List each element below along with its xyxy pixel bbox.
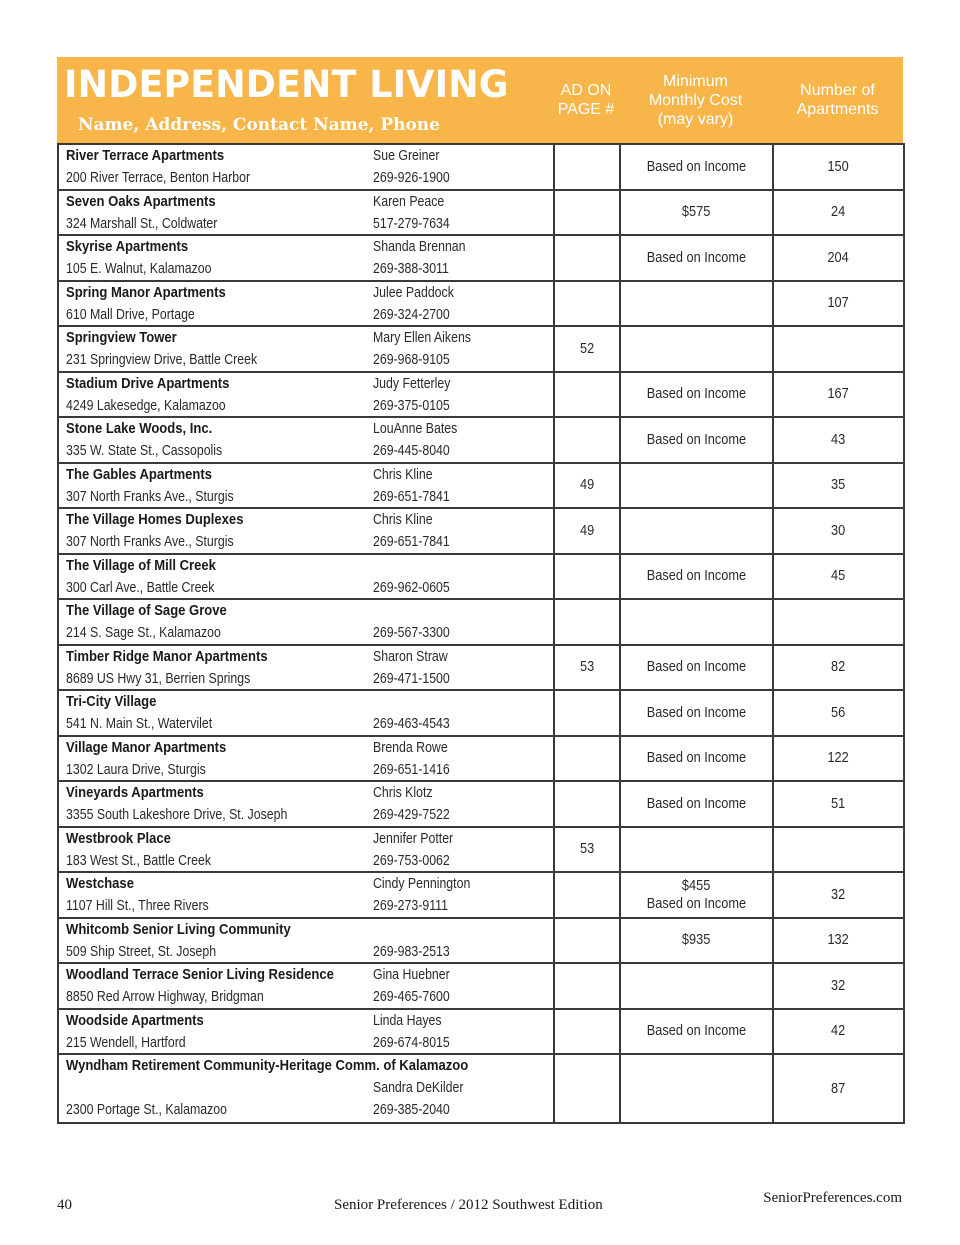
- facility-address: 610 Mall Drive, Portage: [66, 306, 195, 323]
- contact-phone: 269-674-8015: [373, 1034, 450, 1051]
- monthly-cost-cell: [620, 827, 773, 873]
- apartments-count-cell: 43: [773, 417, 904, 463]
- facility-address: 4249 Lakesedge, Kalamazoo: [66, 397, 226, 414]
- facility-address: 541 N. Main St., Watervilet: [66, 716, 213, 733]
- apartments-count-cell: 45: [773, 554, 904, 600]
- ad-page-cell: 53: [554, 827, 620, 873]
- listing-cell: [58, 281, 554, 327]
- table-row: [58, 963, 904, 1009]
- listing-cell: [58, 508, 554, 554]
- contact-name: Jennifer Potter: [373, 830, 454, 847]
- listing-table: [57, 143, 905, 1124]
- ad-page-cell: [554, 417, 620, 463]
- monthly-cost-cell: Based on Income: [620, 1009, 773, 1055]
- facility-address: 215 Wendell, Hartford: [66, 1034, 186, 1051]
- contact-name: Shanda Brennan: [373, 239, 466, 256]
- monthly-cost-cell: [620, 463, 773, 509]
- contact-name: Sandra DeKilder: [373, 1080, 464, 1096]
- facility-address: 335 W. State St., Cassopolis: [66, 443, 223, 460]
- facility-name: Wyndham Retirement Community-Heritage Comm. of Kalamazoo: [66, 1058, 469, 1074]
- ad-page-cell: [554, 963, 620, 1009]
- contact-phone: 269-471-1500: [373, 670, 450, 687]
- facility-name: Woodland Terrace Senior Living Residence: [66, 967, 334, 984]
- table-row: [58, 736, 904, 782]
- facility-address: 8689 US Hwy 31, Berrien Springs: [66, 670, 251, 687]
- section-subtitle: Name, Address, Contact Name, Phone: [78, 115, 440, 135]
- contact-phone: 517-279-7634: [373, 215, 450, 232]
- facility-name: Stone Lake Woods, Inc.: [66, 421, 213, 438]
- facility-name: Village Manor Apartments: [66, 739, 227, 756]
- ad-page-cell: [554, 144, 620, 190]
- ad-page-cell: [554, 736, 620, 782]
- contact-name: Karen Peace: [373, 193, 445, 210]
- listing-cell: [58, 190, 554, 236]
- contact-name: Chris Kline: [373, 512, 433, 529]
- listing-cell: [58, 1009, 554, 1055]
- facility-name: Vineyards Apartments: [66, 785, 204, 802]
- monthly-cost-cell: [620, 963, 773, 1009]
- contact-phone: 269-375-0105: [373, 397, 450, 414]
- table-row: [58, 1009, 904, 1055]
- apartments-count-cell: 32: [773, 872, 904, 918]
- facility-address: 307 North Franks Ave., Sturgis: [66, 488, 234, 505]
- monthly-cost-cell: Based on Income: [620, 554, 773, 600]
- facility-name: Stadium Drive Apartments: [66, 375, 230, 392]
- apartments-count-cell: [773, 599, 904, 645]
- contact-phone: 269-651-7841: [373, 488, 450, 505]
- contact-phone: 269-753-0062: [373, 852, 450, 869]
- publication-name: Senior Preferences / 2012 Southwest Edition: [334, 1197, 603, 1213]
- section-title: INDEPENDENT LIVING: [64, 63, 509, 106]
- monthly-cost-cell: [620, 599, 773, 645]
- monthly-cost-cell: [620, 326, 773, 372]
- contact-name: Sue Greiner: [373, 148, 440, 165]
- ad-page-cell: [554, 281, 620, 327]
- contact-phone: 269-429-7522: [373, 807, 450, 824]
- contact-phone: 269-463-4543: [373, 716, 450, 733]
- facility-address: 105 E. Walnut, Kalamazoo: [66, 261, 212, 278]
- listing-cell: [58, 417, 554, 463]
- apartments-count-cell: 35: [773, 463, 904, 509]
- listing-cell: [58, 463, 554, 509]
- listing-cell: [58, 872, 554, 918]
- apartments-count-cell: 42: [773, 1009, 904, 1055]
- table-row: [58, 872, 904, 918]
- apartments-count-cell: 30: [773, 508, 904, 554]
- monthly-cost-cell: Based on Income: [620, 736, 773, 782]
- contact-phone: 269-273-9111: [373, 898, 448, 915]
- ad-page-cell: [554, 1009, 620, 1055]
- table-row: [58, 645, 904, 691]
- contact-phone: 269-651-7841: [373, 534, 450, 551]
- listing-cell: [58, 372, 554, 418]
- contact-name: Chris Klotz: [373, 785, 433, 802]
- listing-cell: [58, 690, 554, 736]
- facility-name: The Village of Sage Grove: [66, 603, 227, 620]
- contact-name: Judy Fetterley: [373, 375, 451, 392]
- monthly-cost-cell: $935: [620, 918, 773, 964]
- ad-page-cell: [554, 690, 620, 736]
- table-row: [58, 599, 904, 645]
- contact-phone: 269-567-3300: [373, 625, 450, 642]
- table-row: [58, 827, 904, 873]
- facility-address: 214 S. Sage St., Kalamazoo: [66, 625, 221, 642]
- listing-page: [57, 57, 903, 1124]
- monthly-cost-cell: [620, 1054, 773, 1123]
- contact-name: Mary Ellen Aikens: [373, 330, 471, 347]
- table-row: [58, 281, 904, 327]
- ad-page-cell: [554, 1054, 620, 1123]
- facility-address: 509 Ship Street, St. Joseph: [66, 943, 217, 960]
- contact-phone: 269-324-2700: [373, 306, 450, 323]
- ad-page-cell: [554, 235, 620, 281]
- facility-name: Seven Oaks Apartments: [66, 193, 216, 210]
- facility-name: Skyrise Apartments: [66, 239, 189, 256]
- apartments-count-cell: 51: [773, 781, 904, 827]
- listing-cell: [58, 554, 554, 600]
- facility-name: Timber Ridge Manor Apartments: [66, 648, 268, 665]
- ad-page-cell: [554, 372, 620, 418]
- page-number: 40: [57, 1197, 72, 1213]
- facility-name: Springview Tower: [66, 330, 177, 347]
- monthly-cost-cell: Based on Income: [620, 417, 773, 463]
- contact-name: Julee Paddock: [373, 284, 454, 301]
- table-header: [57, 57, 903, 143]
- listing-cell: [58, 599, 554, 645]
- apartments-count-cell: 122: [773, 736, 904, 782]
- ad-page-cell: 53: [554, 645, 620, 691]
- listing-cell: [58, 736, 554, 782]
- table-row: [58, 417, 904, 463]
- monthly-cost-cell: $455 Based on Income: [620, 872, 773, 918]
- facility-name: The Village Homes Duplexes: [66, 512, 244, 529]
- contact-phone: 269-968-9105: [373, 352, 450, 369]
- website-link[interactable]: SeniorPreferences.com: [763, 1190, 902, 1206]
- facility-address: 307 North Franks Ave., Sturgis: [66, 534, 234, 551]
- listing-cell: [58, 645, 554, 691]
- contact-name: Linda Hayes: [373, 1012, 442, 1029]
- apartments-count-cell: [773, 326, 904, 372]
- contact-phone: 269-465-7600: [373, 989, 450, 1006]
- facility-name: Westchase: [66, 876, 134, 893]
- ad-page-cell: [554, 781, 620, 827]
- facility-name: River Terrace Apartments: [66, 148, 225, 165]
- contact-phone: 269-651-1416: [373, 761, 450, 778]
- contact-phone: 269-388-3011: [373, 261, 449, 278]
- ad-page-cell: 52: [554, 326, 620, 372]
- table-row: [58, 190, 904, 236]
- apartments-count-cell: [773, 827, 904, 873]
- apartments-count-cell: 107: [773, 281, 904, 327]
- monthly-cost-cell: $575: [620, 190, 773, 236]
- apartments-count-cell: 132: [773, 918, 904, 964]
- apartments-count-cell: 87: [773, 1054, 904, 1123]
- facility-address: 324 Marshall St., Coldwater: [66, 215, 218, 232]
- contact-name: LouAnne Bates: [373, 421, 458, 438]
- ad-page-cell: [554, 599, 620, 645]
- monthly-cost-cell: Based on Income: [620, 645, 773, 691]
- ad-page-cell: [554, 918, 620, 964]
- facility-address: 1302 Laura Drive, Sturgis: [66, 761, 206, 778]
- contact-name: Gina Huebner: [373, 967, 450, 984]
- monthly-cost-cell: [620, 508, 773, 554]
- contact-phone: 269-962-0605: [373, 579, 450, 596]
- facility-name: Spring Manor Apartments: [66, 284, 226, 301]
- facility-address: 3355 South Lakeshore Drive, St. Joseph: [66, 807, 288, 824]
- contact-name: Chris Kline: [373, 466, 433, 483]
- table-row: [58, 918, 904, 964]
- table-row: [58, 235, 904, 281]
- contact-name: Sharon Straw: [373, 648, 448, 665]
- facility-address: 1107 Hill St., Three Rivers: [66, 898, 209, 915]
- column-header-ad-page: AD ON PAGE #: [557, 82, 615, 118]
- listing-cell: [58, 235, 554, 281]
- page-footer: [0, 1190, 960, 1221]
- facility-address: 200 River Terrace, Benton Harbor: [66, 170, 251, 187]
- facility-address: 8850 Red Arrow Highway, Bridgman: [66, 989, 264, 1006]
- apartments-count-cell: 204: [773, 235, 904, 281]
- table-row: [58, 690, 904, 736]
- facility-address: 183 West St., Battle Creek: [66, 852, 212, 869]
- facility-address: 2300 Portage St., Kalamazoo: [66, 1102, 228, 1118]
- apartments-count-cell: 167: [773, 372, 904, 418]
- listing-cell: [58, 918, 554, 964]
- ad-page-cell: [554, 190, 620, 236]
- table-row: [58, 326, 904, 372]
- ad-page-cell: 49: [554, 508, 620, 554]
- listing-cell: [58, 1054, 554, 1123]
- facility-address: 231 Springview Drive, Battle Creek: [66, 352, 258, 369]
- monthly-cost-cell: Based on Income: [620, 372, 773, 418]
- column-header-monthly-cost: Minimum Monthly Cost (may vary): [648, 72, 743, 128]
- apartments-count-cell: 24: [773, 190, 904, 236]
- facility-name: Westbrook Place: [66, 830, 171, 847]
- monthly-cost-cell: Based on Income: [620, 690, 773, 736]
- facility-name: The Village of Mill Creek: [66, 557, 216, 574]
- listing-cell: [58, 326, 554, 372]
- facility-address: 300 Carl Ave., Battle Creek: [66, 579, 215, 596]
- table-row: [58, 1054, 904, 1123]
- table-row: [58, 508, 904, 554]
- column-header-apartments: Number of Apartments: [796, 82, 879, 118]
- monthly-cost-cell: [620, 281, 773, 327]
- contact-phone: 269-445-8040: [373, 443, 450, 460]
- facility-name: Whitcomb Senior Living Community: [66, 921, 291, 938]
- listing-cell: [58, 781, 554, 827]
- monthly-cost-cell: Based on Income: [620, 781, 773, 827]
- contact-phone: 269-385-2040: [373, 1102, 450, 1118]
- table-row: [58, 463, 904, 509]
- ad-page-cell: [554, 554, 620, 600]
- apartments-count-cell: 82: [773, 645, 904, 691]
- monthly-cost-cell: Based on Income: [620, 144, 773, 190]
- ad-page-cell: 49: [554, 463, 620, 509]
- contact-phone: 269-983-2513: [373, 943, 450, 960]
- contact-phone: 269-926-1900: [373, 170, 450, 187]
- facility-name: Woodside Apartments: [66, 1012, 204, 1029]
- apartments-count-cell: 32: [773, 963, 904, 1009]
- listing-cell: [58, 963, 554, 1009]
- facility-name: The Gables Apartments: [66, 466, 213, 483]
- ad-page-cell: [554, 872, 620, 918]
- listing-cell: [58, 144, 554, 190]
- monthly-cost-cell: Based on Income: [620, 235, 773, 281]
- contact-name: Brenda Rowe: [373, 739, 448, 756]
- table-row: [58, 781, 904, 827]
- table-row: [58, 144, 904, 190]
- apartments-count-cell: 56: [773, 690, 904, 736]
- contact-name: Cindy Pennington: [373, 876, 471, 893]
- apartments-count-cell: 150: [773, 144, 904, 190]
- table-row: [58, 372, 904, 418]
- facility-name: Tri-City Village: [66, 694, 157, 711]
- listing-cell: [58, 827, 554, 873]
- table-row: [58, 554, 904, 600]
